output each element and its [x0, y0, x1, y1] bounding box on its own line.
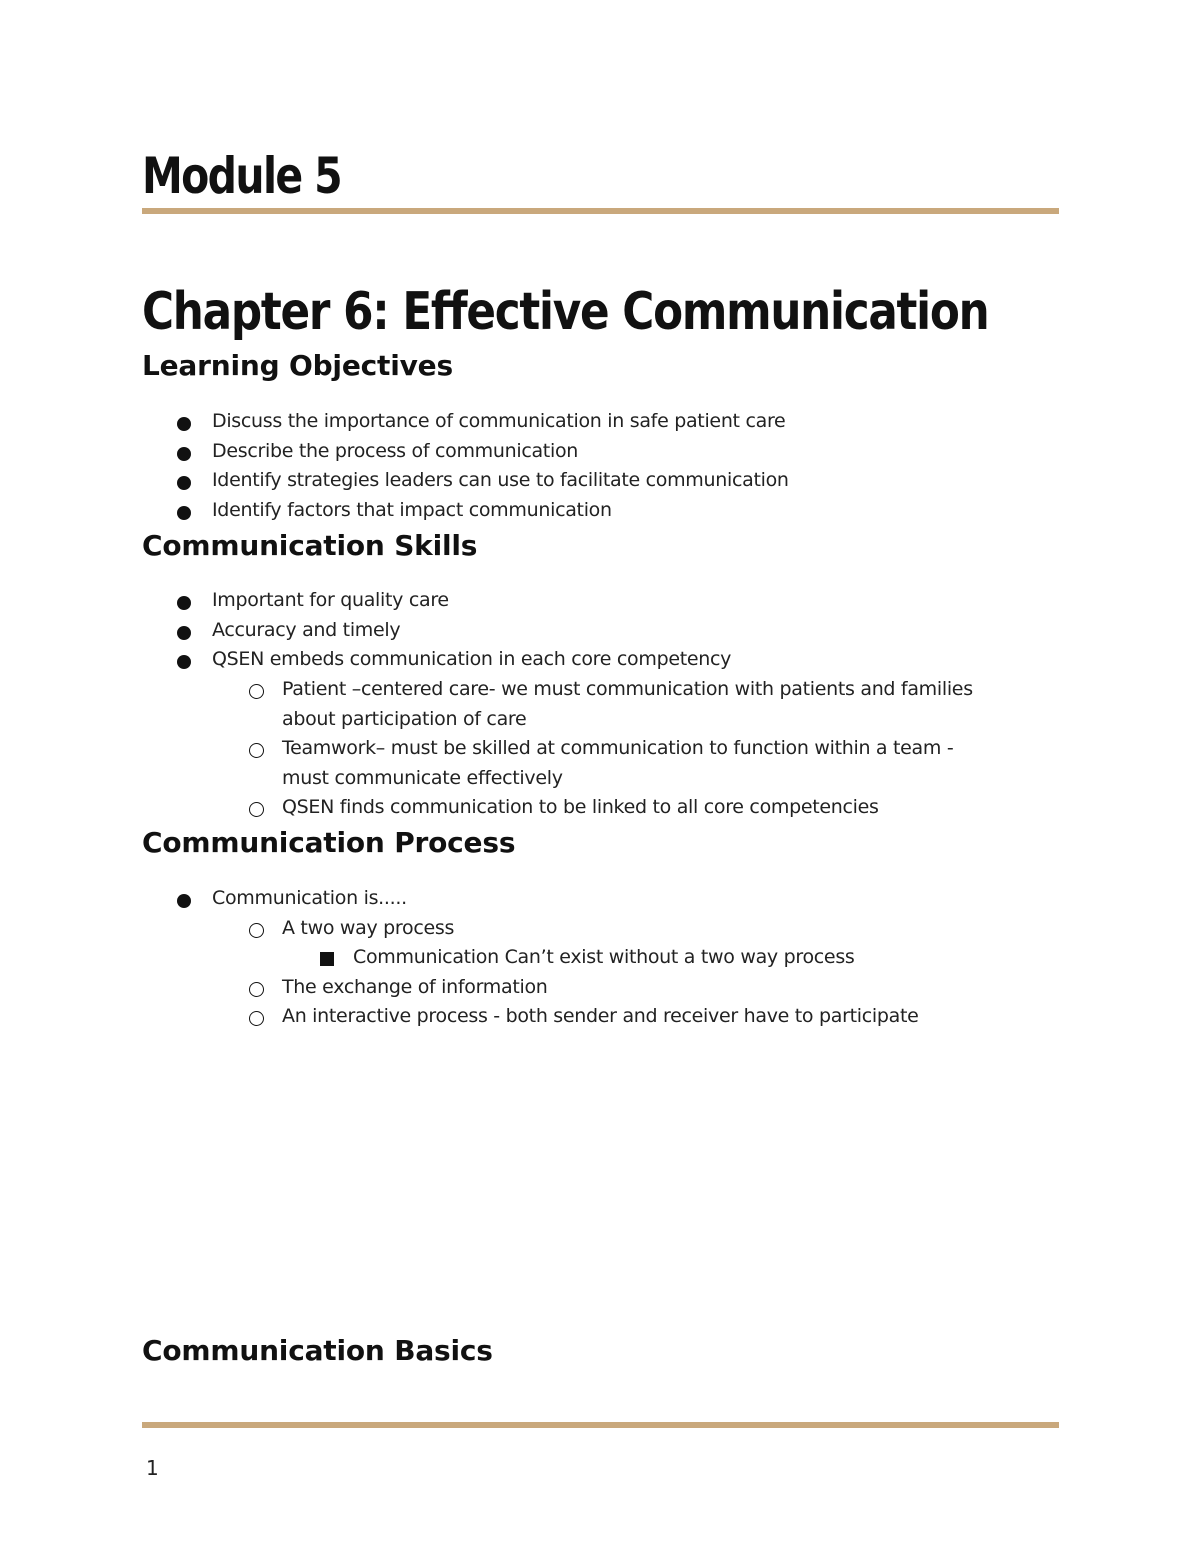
bullet-icon	[177, 447, 191, 461]
communication-skills-sublist	[141, 675, 1001, 823]
hollow-bullet-icon	[249, 982, 264, 997]
list-item: A two way process	[141, 914, 1001, 944]
list-item: Identify strategies leaders can use to facilitate communication	[212, 466, 1072, 496]
hollow-bullet-icon	[249, 684, 264, 699]
hollow-bullet-icon	[249, 923, 264, 938]
hollow-bullet-icon	[249, 802, 264, 817]
list-item: Describe the process of communication	[212, 437, 1072, 467]
list-item: QSEN finds communication to be linked to all core competencies	[141, 793, 1001, 823]
list-item: Teamwork– must be skilled at communication to function within a team - must communicate effectively	[141, 734, 1001, 793]
bottom-divider	[142, 1422, 1059, 1428]
communication-process-list	[141, 884, 1001, 1032]
learning-objectives-list	[212, 407, 1072, 525]
module-title: Module 5	[142, 147, 342, 205]
hollow-bullet-icon	[249, 743, 264, 758]
list-item: The exchange of information	[141, 973, 1001, 1003]
bullet-icon	[177, 506, 191, 520]
list-item: Identify factors that impact communication	[212, 496, 1072, 526]
communication-skills-heading: Communication Skills	[142, 529, 478, 562]
communication-basics-heading: Communication Basics	[142, 1334, 493, 1367]
square-bullet-icon	[320, 952, 334, 966]
communication-process-heading: Communication Process	[142, 826, 516, 859]
list-item: QSEN embeds communication in each core competency	[212, 645, 1072, 675]
list-item: Communication is.....	[141, 884, 1001, 914]
learning-objectives-heading: Learning Objectives	[142, 349, 453, 382]
communication-skills-list	[212, 586, 1072, 675]
list-item: Discuss the importance of communication in safe patient care	[212, 407, 1072, 437]
page-number: 1	[146, 1456, 159, 1480]
bullet-icon	[177, 655, 191, 669]
hollow-bullet-icon	[249, 1011, 264, 1026]
list-item: Accuracy and timely	[212, 616, 1072, 646]
bullet-icon	[177, 476, 191, 490]
bullet-icon	[177, 417, 191, 431]
list-item: Patient –centered care- we must communication with patients and families about participation of care	[141, 675, 1001, 734]
top-divider	[142, 208, 1059, 214]
bullet-icon	[177, 596, 191, 610]
list-item: An interactive process - both sender and receiver have to participate	[141, 1002, 1001, 1032]
bullet-icon	[177, 626, 191, 640]
list-item: Important for quality care	[212, 586, 1072, 616]
list-item: Communication Can’t exist without a two way process	[141, 943, 1001, 973]
bullet-icon	[177, 894, 191, 908]
chapter-title: Chapter 6: Effective Communication	[142, 282, 989, 342]
